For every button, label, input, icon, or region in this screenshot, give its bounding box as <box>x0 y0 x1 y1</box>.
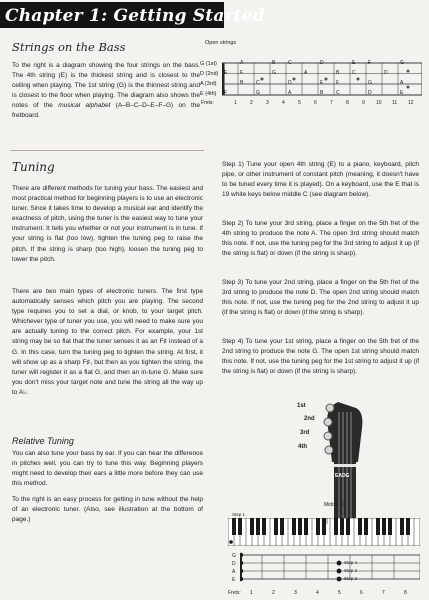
bottom-fret-number: 7 <box>382 590 385 596</box>
fret-note: G <box>272 70 276 76</box>
step-3: Step 3) To tune your 2nd string, place a finger on the 5th fret of the 3rd string to produce the note D. The open 2nd string should match this note. If not, use the tuning peg for the 2nd string to adjust it up (if the string is flat) or down (if the string is sharp). <box>222 279 419 317</box>
fret-note: G <box>400 60 404 66</box>
chapter-banner <box>0 2 265 28</box>
headstock-svg <box>320 398 370 518</box>
fret-note: A <box>304 70 308 76</box>
fret-note: F <box>240 70 244 76</box>
chapter-title: Chapter 1: Getting Started <box>5 6 265 26</box>
fret-note: B <box>240 80 244 86</box>
headstock-label-3rd: 3rd <box>300 430 310 436</box>
strings-body-end: (A–B–C–D–E–F–G) on the fretboard. <box>12 102 200 120</box>
middle-c-label: Middle C <box>324 502 344 508</box>
fret-number: 4 <box>282 100 285 106</box>
bottom-fret-number: 5 <box>338 590 341 596</box>
fret-number: 8 <box>346 100 349 106</box>
bottom-step-2: Step 2 <box>344 576 358 581</box>
fret-note: D <box>368 90 372 96</box>
fret-number: 3 <box>266 100 269 106</box>
bottom-fret-number: 6 <box>360 590 363 596</box>
bottom-string-a: A <box>232 569 236 575</box>
fret-note: D <box>288 80 292 86</box>
relative-paragraph-2: To the right is an easy process for getting in tune without the help of an electronic tuner. (Also, see illustration at the bottom of page.) <box>12 496 203 524</box>
bottom-fret-number: 3 <box>294 590 297 596</box>
bottom-string-d: D <box>232 561 236 567</box>
bottom-frets-label: Frets: <box>228 590 241 596</box>
strings-body: To the right is a diagram showing the four strings on the bass. The 4th string (E) is the thickest string and is closest to the ceiling when playing. The 1st string (G) is the thinnest string and is closest to the floor when playing. The diagram also shows the notes of the <box>12 62 200 110</box>
keyboard-step1-label: Step 1 <box>232 512 246 517</box>
fret-note: A <box>288 90 292 96</box>
bottom-step-3: Step 3 <box>344 568 358 573</box>
relative-paragraph-1: You can also tune your bass by ear. If you can hear the difference in pitches well, you can try to tune this way. Beginning players might need to develop their ears a little more before they can use this method. <box>12 450 203 488</box>
fret-note: E <box>352 60 356 66</box>
fret-number: 5 <box>298 100 301 106</box>
bottom-fret-number: 8 <box>404 590 407 596</box>
bottom-string-g: G <box>232 553 236 559</box>
headstock-label-4th: 4th <box>298 444 307 450</box>
fret-note: D <box>384 70 388 76</box>
fret-note: D <box>320 60 324 66</box>
frets-label: Frets: <box>201 100 214 106</box>
headstock-illustration <box>290 398 370 518</box>
bottom-step-4: Step 4 <box>344 560 358 565</box>
bottom-fret-number: 1 <box>250 590 253 596</box>
fret-note: F <box>336 80 340 86</box>
fret-note: G <box>256 90 260 96</box>
fret-note: E <box>224 70 228 76</box>
fret-note: E <box>320 80 324 86</box>
tuning-paragraph-1: There are different methods for tuning your bass. The easiest and most practical method for beginning players is to use an electronic tuner. Since it takes time to develop a musical ear and identify the exactness of pitch, using the tuner is the easiest way to tune your instrument. It tells you whether or not your instrument is in tune. If your string is flat (too low), tighten the tuning peg to raise the pitch. If the string is sharp (too high), loosen the tuning peg to lower the pitch. <box>12 185 203 263</box>
fret-note: E <box>400 90 404 96</box>
bottom-fret-number: 2 <box>272 590 275 596</box>
fret-number: 9 <box>362 100 365 106</box>
fret-number: 1 <box>234 100 237 106</box>
musical-alphabet-term: musical alphabet <box>58 102 111 110</box>
bottom-fretboard-svg <box>240 552 420 586</box>
keyboard-illustration <box>228 502 420 546</box>
relative-tuning-heading: Relative Tuning <box>12 436 74 446</box>
fret-note: G <box>368 80 372 86</box>
strings-heading: Strings on the Bass <box>12 40 126 54</box>
tuning-heading: Tuning <box>12 160 55 174</box>
fret-number: 12 <box>408 100 414 106</box>
fret-note: C <box>288 60 292 66</box>
section-divider <box>10 150 204 151</box>
tuning-fretboard-diagram <box>228 550 420 600</box>
open-strings-label: Open strings <box>205 40 237 46</box>
fret-note: C <box>336 90 340 96</box>
fret-number: 11 <box>392 100 398 106</box>
string-name-e: E (4th) <box>200 91 217 97</box>
fret-number: 7 <box>330 100 333 106</box>
headstock-label-2nd: 2nd <box>304 416 315 422</box>
headstock-label-1st: 1st <box>297 403 306 409</box>
string-name-d: D (2nd) <box>200 71 219 77</box>
string-name-g: G (1st) <box>200 61 217 67</box>
fret-note: A <box>400 80 404 86</box>
bottom-string-e: E <box>232 577 236 583</box>
fret-note: F <box>368 60 372 66</box>
fret-note: A <box>240 60 244 66</box>
fret-number: 6 <box>314 100 317 106</box>
fret-note: C <box>352 70 356 76</box>
keyboard-svg <box>228 518 420 546</box>
strings-paragraph <box>12 61 200 122</box>
fretboard-diagram <box>200 40 425 140</box>
step-2: Step 2) To tune your 3rd string, place a finger on the 5th fret of the 4th string to produce the note A. The open 3rd string should match this note. If not, use the tuning peg for the 3rd string to adjust it up (if the string is flat) or down (if the string is sharp). <box>222 220 419 258</box>
fret-note: C <box>256 80 260 86</box>
fret-number: 10 <box>376 100 382 106</box>
nut-label: EADG <box>335 473 350 479</box>
fret-note: F <box>224 90 228 96</box>
string-name-a: A (3rd) <box>200 81 217 87</box>
fret-note: B <box>336 70 340 76</box>
step-4: Step 4) To tune your 1st string, place a finger on the 5th fret of the 2nd string to produce the note G. The open 1st string should match this note. If not, use the tuning peg for the 1st string to adjust it up (if the string is flat) or down (if the string is sharp). <box>222 338 419 376</box>
fret-number: 2 <box>250 100 253 106</box>
fret-note: B <box>320 90 324 96</box>
fret-note: B <box>272 60 276 66</box>
bottom-fret-number: 4 <box>316 590 319 596</box>
tuning-paragraph-2: There are two main types of electronic tuners. The first type automatically senses which pitch you are playing. The second type requires you to set a dial, or knob, to your target pitch. Whichever type of tuner you use, you will need to make sure you are actually tuning to the correct pitch. For example, your 1st string may be so flat that the tuner senses it as an F♯ instead of a G. In this case, turn the tuning peg to tighten the string. At first, it will show up as a sharp F♯, but then as you tighten the string, the tuner will register it as a flat G, and then an in-tune G. Make sure you don't miss your target note and tune the string all the way up to A♭. <box>12 288 203 396</box>
step-1: Step 1) Tune your open 4th string (E) to a piano, keyboard, pitch pipe, or other instrument of constant pitch (meaning, it doesn't have to be tuned every time it is played). On a keyboard, use the E that is 19 white keys below middle C (see diagram below). <box>222 161 419 199</box>
